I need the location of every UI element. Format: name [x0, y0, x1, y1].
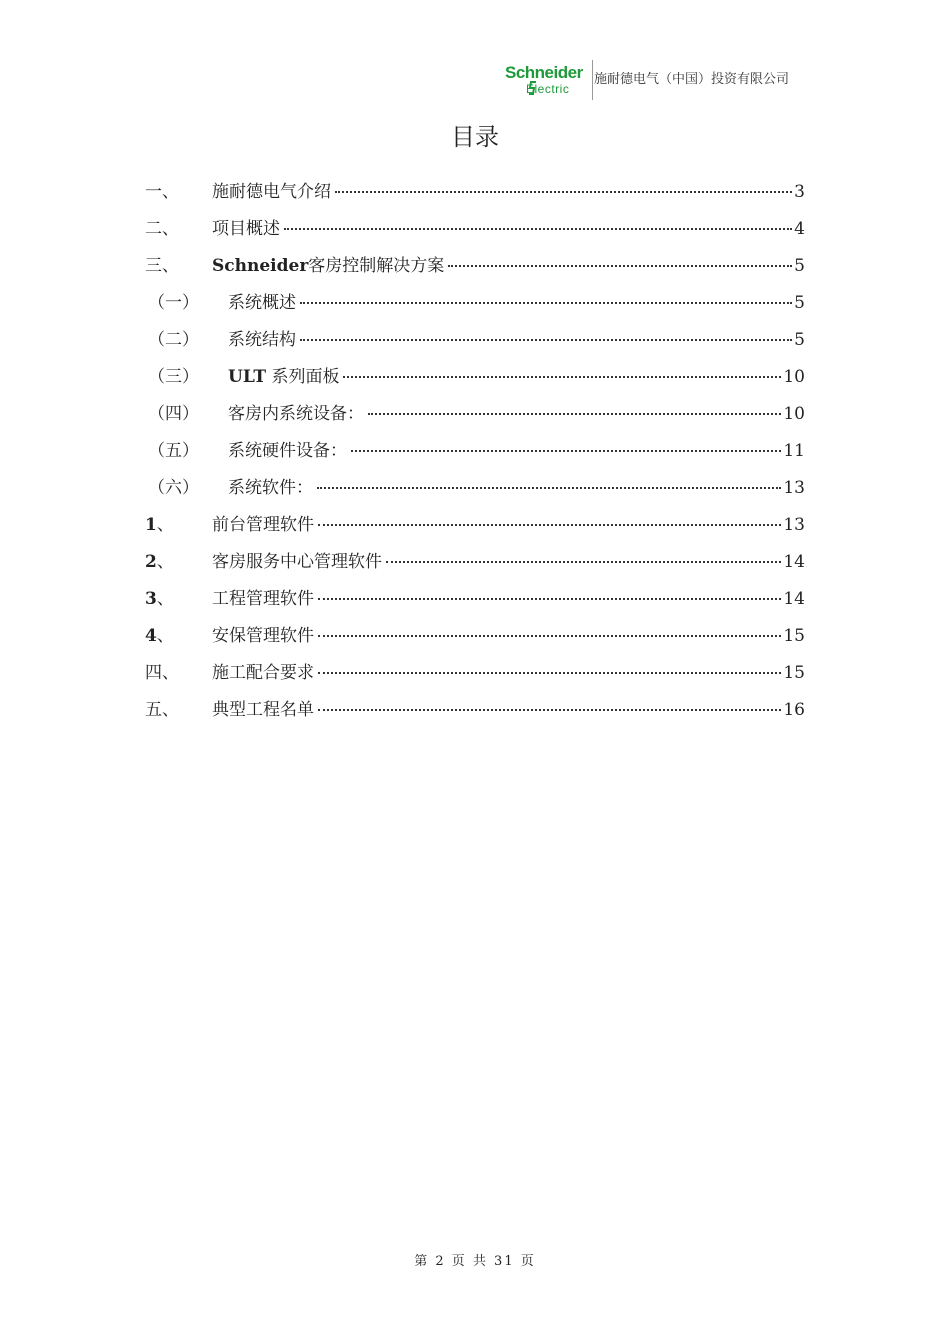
page-footer: 第 2 页 共 31 页 [414, 1254, 536, 1269]
toc-entry-page: 15 [783, 626, 805, 646]
toc-entry[interactable] [0, 251, 950, 288]
toc-entry-page: 3 [794, 182, 805, 202]
toc-entry-number [145, 547, 174, 572]
logo-wordmark-top: Schneider [505, 63, 583, 82]
toc-entry-page: 10 [783, 367, 805, 387]
toc-entry[interactable] [0, 473, 950, 510]
toc-entry[interactable] [0, 658, 950, 695]
toc-entry-label [212, 251, 444, 276]
toc-entry-label: 施工配合要求 [212, 663, 314, 683]
toc-entry[interactable] [0, 695, 950, 732]
toc-entry-label-text: 系列面板 [266, 367, 340, 387]
toc-entry-page: 14 [783, 552, 805, 572]
toc-leader [318, 709, 781, 711]
toc-entry-label-text: 客房控制解决方案 [308, 256, 445, 276]
toc-entry-page: 13 [783, 515, 805, 535]
toc-entry-number-suffix: 、 [156, 626, 174, 646]
toc-leader [318, 598, 781, 600]
toc-entry[interactable] [0, 288, 950, 325]
toc-leader [351, 450, 781, 452]
toc-entry-number [145, 584, 174, 609]
toc-entry-number-bold: 3 [145, 589, 157, 609]
toc-entry-number [145, 621, 174, 646]
toc-entry-number: （一） [148, 293, 199, 313]
toc-entry[interactable] [0, 547, 950, 584]
toc-entry-page: 5 [794, 293, 805, 313]
toc-leader [318, 524, 781, 526]
toc-entry[interactable] [0, 510, 950, 547]
company-name: 施耐德电气（中国）投资有限公司 [594, 72, 790, 87]
toc-entry-number: 三、 [145, 256, 179, 276]
toc-entry[interactable] [0, 362, 950, 399]
toc-entry-label-bold: ULT [228, 367, 267, 387]
toc-entry-number-bold: 4 [145, 626, 157, 646]
toc-entry-number: 四、 [145, 663, 179, 683]
toc-entry-label: 客房服务中心管理软件 [212, 552, 382, 572]
toc-leader [284, 228, 792, 230]
toc-entry-label [228, 362, 339, 387]
toc-entry-label: 典型工程名单 [212, 700, 314, 720]
toc-entry[interactable] [0, 325, 950, 362]
toc-entry[interactable] [0, 436, 950, 473]
toc-entry-number: （五） [148, 441, 199, 461]
toc-leader [343, 376, 781, 378]
toc-entry-number: 一、 [145, 182, 179, 202]
toc-leader [317, 487, 781, 489]
toc-entry-label: 前台管理软件 [212, 515, 314, 535]
toc-entry-number-bold: 1 [145, 515, 157, 535]
toc-leader [300, 339, 792, 341]
toc-entry-number-suffix: 、 [156, 515, 174, 535]
toc-leader [448, 265, 792, 267]
toc-entry-number-suffix: 、 [156, 552, 174, 572]
toc-entry-number: 二、 [145, 219, 179, 239]
toc-entry-label-bold: Schneider [212, 256, 309, 276]
toc-entry-label: 安保管理软件 [212, 626, 314, 646]
toc-leader [386, 561, 781, 563]
toc-entry[interactable] [0, 214, 950, 251]
toc-entry-number: （三） [148, 367, 199, 387]
toc-entry-number: 五、 [145, 700, 179, 720]
toc-entry-page: 13 [783, 478, 805, 498]
toc-entry-number: （二） [148, 330, 199, 350]
toc-entry-page: 14 [783, 589, 805, 609]
toc-leader [318, 635, 781, 637]
toc-entry-page: 16 [783, 700, 805, 720]
toc-entry-number-bold: 2 [145, 552, 157, 572]
toc-entry-label: 项目概述 [212, 219, 280, 239]
toc-entry-page: 5 [794, 256, 805, 276]
toc-leader [335, 191, 792, 193]
toc-leader [300, 302, 792, 304]
toc-entry-page: 11 [783, 441, 805, 461]
toc-entry-label: 施耐德电气介绍 [212, 182, 331, 202]
toc-entry-page: 5 [794, 330, 805, 350]
toc-title: 目录 [451, 123, 499, 151]
toc-entry-page: 15 [783, 663, 805, 683]
toc-entry-label: 系统硬件设备： [228, 441, 347, 461]
toc-entry-number-suffix: 、 [156, 589, 174, 609]
toc-entry-label: 工程管理软件 [212, 589, 314, 609]
toc-entry[interactable] [0, 584, 950, 621]
toc-entry-number [145, 510, 174, 535]
toc-entry-label: 系统软件： [228, 478, 313, 498]
toc-entry-label: 系统结构 [228, 330, 296, 350]
toc-leader [368, 413, 781, 415]
logo-wordmark-bottom: Electric [526, 82, 570, 96]
toc-entry-page: 10 [783, 404, 805, 424]
toc-entry[interactable] [0, 177, 950, 214]
toc-entry[interactable] [0, 399, 950, 436]
toc-entry-page: 4 [794, 219, 805, 239]
toc-entry-number: （四） [148, 404, 199, 424]
schneider-logo [504, 60, 593, 100]
toc-entry-label: 客房内系统设备： [228, 404, 364, 424]
toc-entry-label: 系统概述 [228, 293, 296, 313]
toc-entry-number: （六） [148, 478, 199, 498]
toc-leader [318, 672, 781, 674]
toc-entry[interactable] [0, 621, 950, 658]
page-header [504, 60, 822, 100]
